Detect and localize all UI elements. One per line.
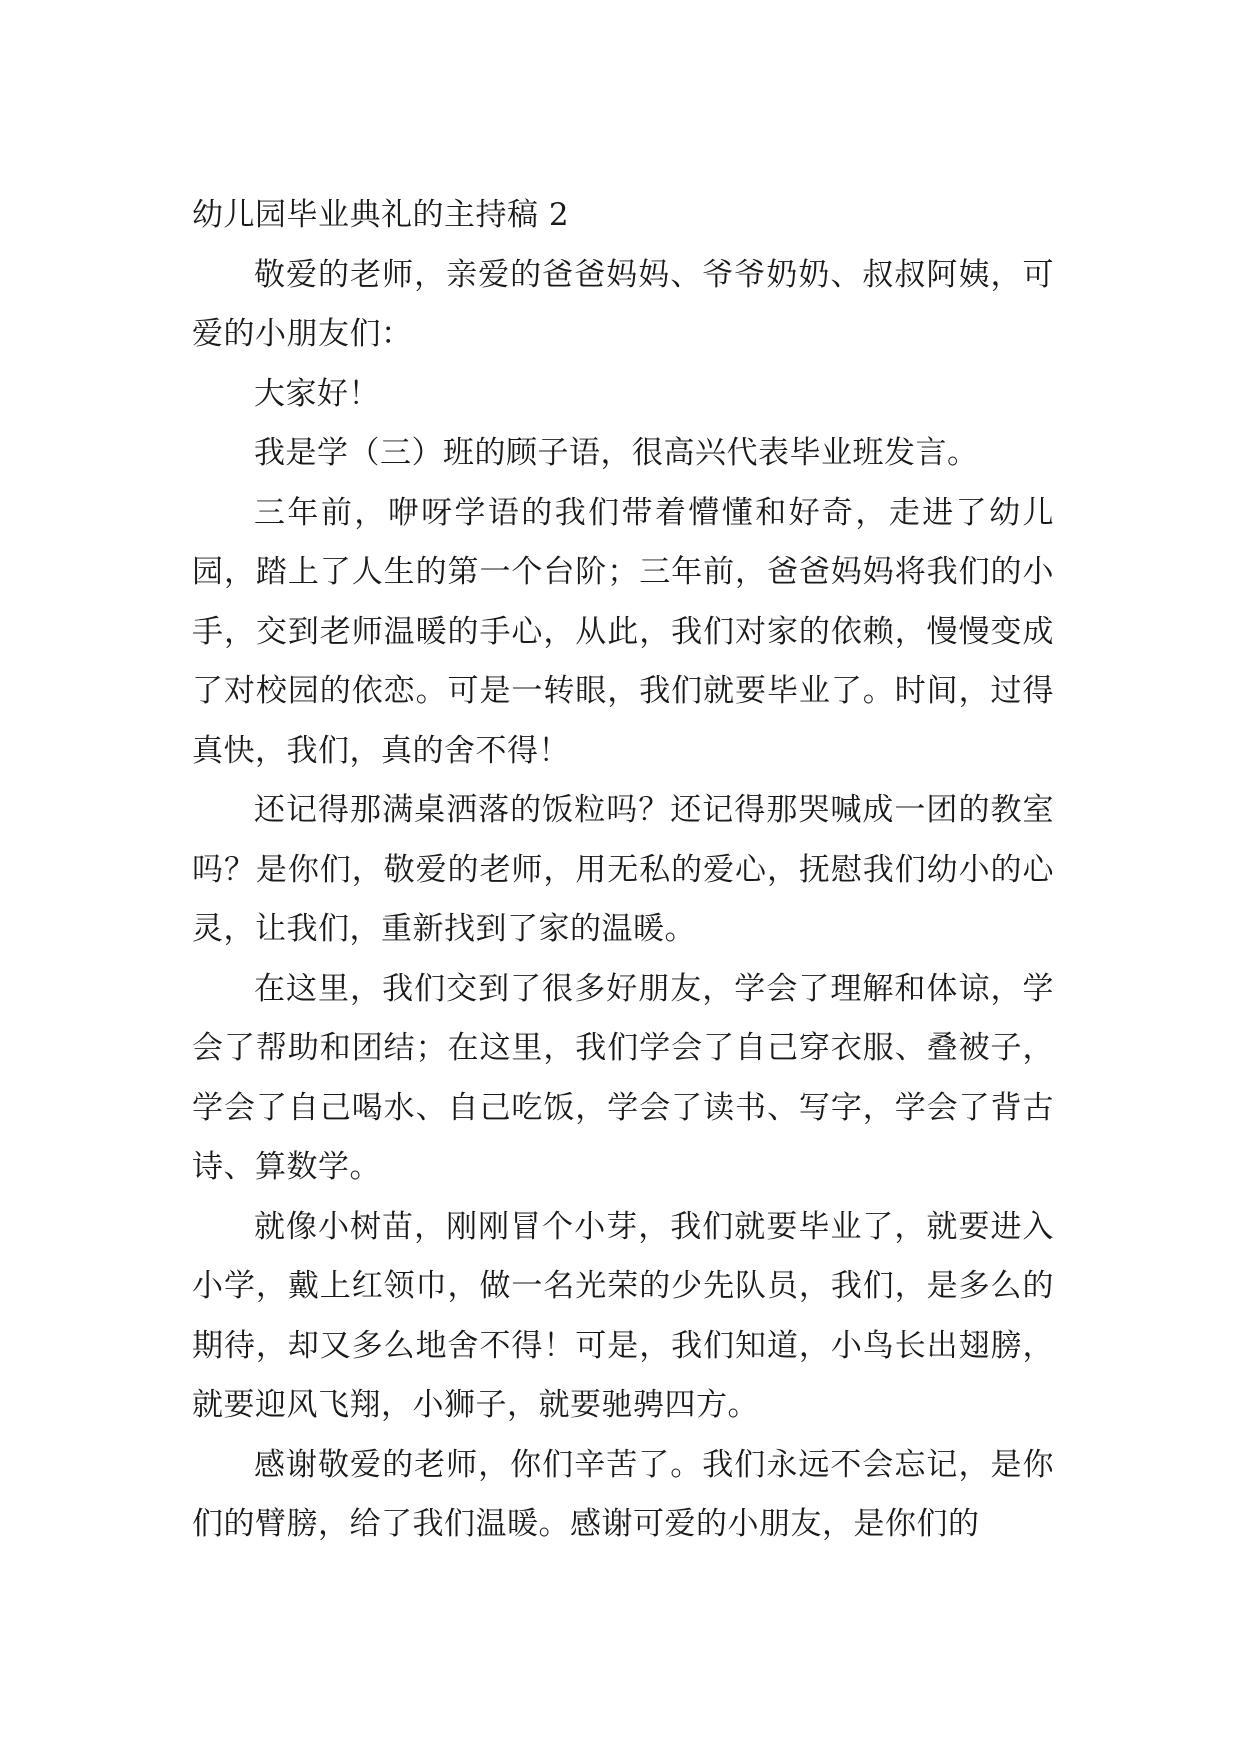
paragraph-hello: 大家好！ [254, 375, 380, 412]
paragraph-sapling: 就像小树苗，刚刚冒个小芽，我们就要毕业了，就要进入小学，戴上红领巾，做一名光荣的少先队员，我们，是多么的期待，却又多么地舍不得！可是，我们知道，小鸟长出翅膀，就要迎风飞翔，小狮子，就要驰骋四方。 [192, 1208, 1054, 1423]
paragraph-remember: 还记得那满桌洒落的饭粒吗？还记得那哭喊成一团的教室吗？是你们，敬爱的老师，用无私的爱心，抚慰我们幼小的心灵，让我们，重新找到了家的温暖。 [192, 792, 1054, 947]
document-body [192, 186, 1054, 1555]
document-title: 幼儿园毕业典礼的主持稿 2 [192, 197, 570, 233]
paragraph-thanks: 感谢敬爱的老师，你们辛苦了。我们永远不会忘记，是你们的臂膀，给了我们温暖。感谢可爱的小朋友，是你们的 [192, 1446, 1054, 1542]
paragraph-here: 在这里，我们交到了很多好朋友，学会了理解和体谅，学会了帮助和团结；在这里，我们学会了自己穿衣服、叠被子，学会了自己喝水、自己吃饭，学会了读书、写字，学会了背古诗、算数学。 [192, 970, 1054, 1185]
paragraph-intro: 我是学（三）班的顾子语，很高兴代表毕业班发言。 [254, 435, 979, 471]
paragraph-three-years-ago: 三年前，咿呀学语的我们带着懵懂和好奇，走进了幼儿园，踏上了人生的第一个台阶；三年前，爸爸妈妈将我们的小手，交到老师温暖的手心，从此，我们对家的依赖，慢慢变成了对校园的依恋。可是一转眼，我们就要毕业了。时间，过得真快，我们，真的舍不得！ [192, 494, 1054, 769]
paragraph-greeting: 敬爱的老师，亲爱的爸爸妈妈、爷爷奶奶、叔叔阿姨，可爱的小朋友们： [192, 256, 1054, 352]
